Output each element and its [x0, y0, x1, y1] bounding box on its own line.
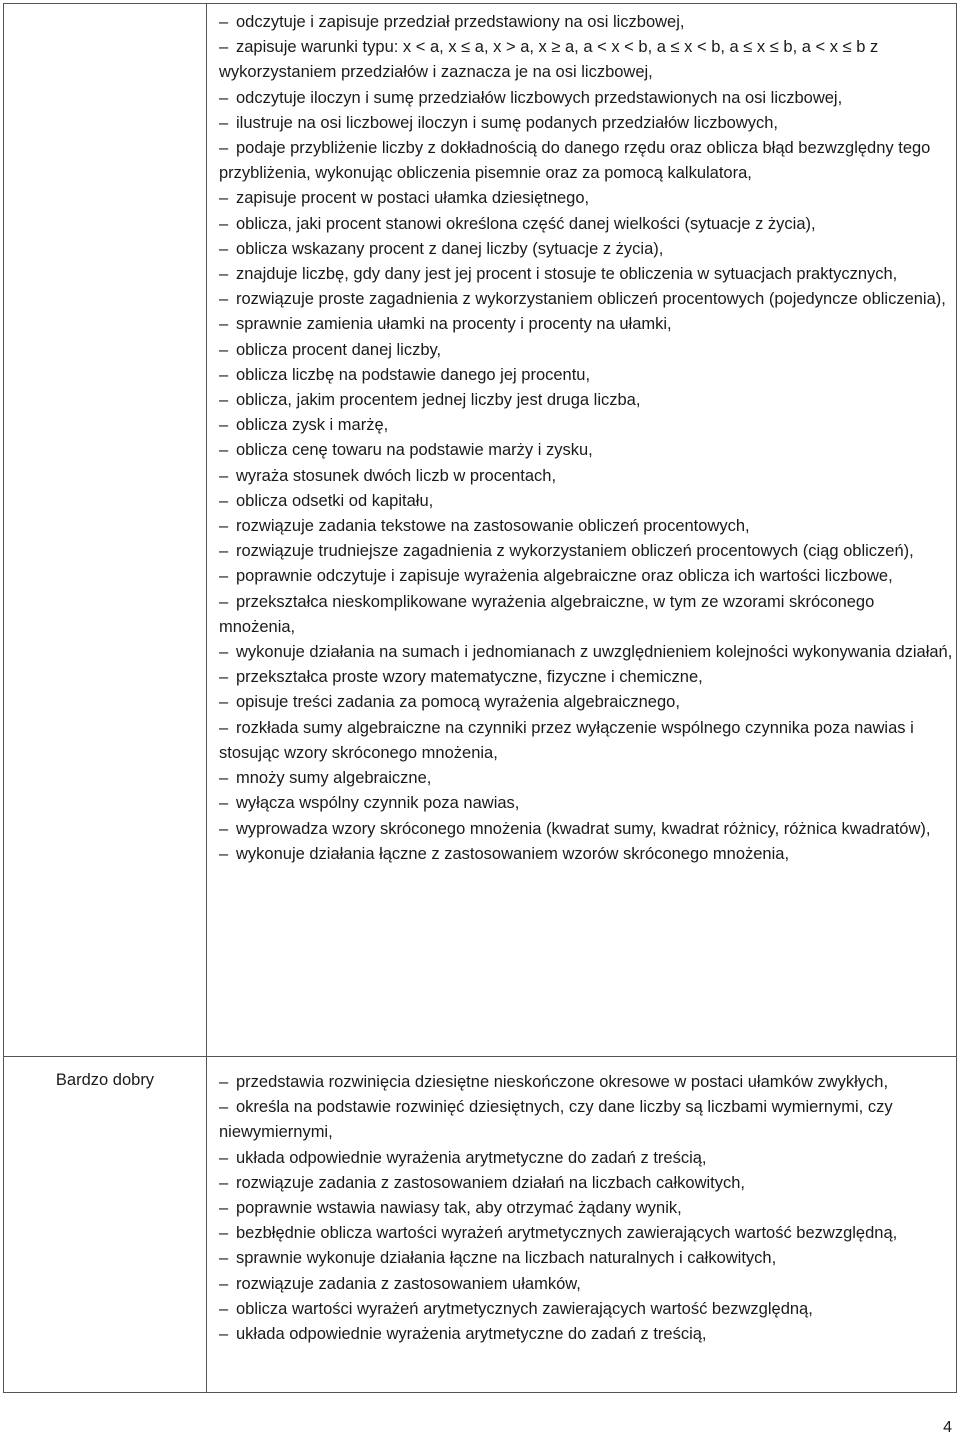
criterion-item [219, 464, 954, 489]
criterion-text: znajduje liczbę, gdy dany jest jej procent i stosuje te obliczenia w sytuacjach praktycznych, [236, 265, 898, 284]
dash-bullet-icon: – [219, 668, 229, 687]
dash-bullet-icon: – [219, 567, 229, 586]
criterion-item [219, 1297, 954, 1322]
criterion-item [219, 1221, 954, 1246]
criterion-text: odczytuje i zapisuje przedział przedstawiony na osi liczbowej, [236, 13, 685, 31]
criterion-item [219, 237, 954, 262]
criterion-text: wykonuje działania łączne z zastosowaniem wzorów skróconego mnożenia, [236, 844, 790, 863]
row-divider [4, 1056, 956, 1057]
criterion-text: oblicza liczbę na podstawie danego jej procentu, [236, 365, 591, 384]
criterion-text: przedstawia rozwinięcia dziesiętne nieskończone okresowe w postaci ułamków zwykłych, [236, 1073, 889, 1091]
criterion-item [219, 86, 954, 111]
criterion-text: układa odpowiednie wyrażenia arytmetyczne do zadań z treścią, [236, 1148, 707, 1167]
criterion-text: przekształca nieskomplikowane wyrażenia algebraiczne, w tym ze wzorami skróconego mnożenia, [219, 592, 875, 636]
dash-bullet-icon: – [219, 391, 229, 410]
criteria-list-previous-grade [219, 10, 954, 867]
criterion-text: poprawnie odczytuje i zapisuje wyrażenia algebraiczne oraz oblicza ich wartości liczbowe, [236, 567, 893, 586]
criterion-item [219, 1272, 954, 1297]
dash-bullet-icon: – [219, 794, 229, 813]
dash-bullet-icon: – [219, 416, 229, 435]
dash-bullet-icon: – [219, 1249, 229, 1268]
dash-bullet-icon: – [219, 769, 229, 788]
criterion-text: oblicza procent danej liczby, [236, 340, 442, 359]
criterion-item [219, 111, 954, 136]
criterion-text: zapisuje warunki typu: x < a, x ≤ a, x > a, x ≥ a, a < x < b, a ≤ x < b, a ≤ x ≤ b, a < x ≤ b z wykorzystaniem przedziałów i zaznacza je na osi liczbowej, [219, 38, 879, 82]
dash-bullet-icon: – [219, 466, 229, 485]
dash-bullet-icon: – [219, 1073, 229, 1091]
criterion-item [219, 766, 954, 791]
criterion-item [219, 665, 954, 690]
criterion-item [219, 1095, 954, 1145]
criterion-text: mnoży sumy algebraiczne, [236, 769, 432, 788]
criterion-text: wyprowadza wzory skróconego mnożenia (kwadrat sumy, kwadrat różnicy, różnica kwadratów), [236, 819, 931, 838]
criterion-text: podaje przybliżenie liczby z dokładnością do danego rzędu oraz oblicza błąd bezwzględny tego przybliżenia, wykonując obliczenia pisemnie oraz za pomocą kalkulatora, [219, 139, 931, 183]
criterion-item [219, 338, 954, 363]
criterion-text: oblicza cenę towaru na podstawie marży i zysku, [236, 441, 593, 460]
dash-bullet-icon: – [219, 1274, 229, 1293]
criterion-text: rozwiązuje proste zagadnienia z wykorzystaniem obliczeń procentowych (pojedyncze obliczenia), [236, 290, 946, 309]
criterion-text: oblicza zysk i marżę, [236, 416, 389, 435]
dash-bullet-icon: – [219, 13, 229, 31]
dash-bullet-icon: – [219, 113, 229, 132]
criterion-item [219, 388, 954, 413]
column-divider [206, 4, 207, 1392]
criterion-text: oblicza wartości wyrażeń arytmetycznych zawierających wartość bezwzględną, [236, 1299, 813, 1318]
dash-bullet-icon: – [219, 214, 229, 233]
dash-bullet-icon: – [219, 139, 229, 158]
criterion-item [219, 136, 954, 186]
criterion-text: rozwiązuje trudniejsze zagadnienia z wykorzystaniem obliczeń procentowych (ciąg obliczeń), [236, 542, 914, 561]
criterion-item [219, 1171, 954, 1196]
criterion-text: opisuje treści zadania za pomocą wyrażenia algebraicznego, [236, 693, 680, 712]
criterion-text: zapisuje procent w postaci ułamka dziesiętnego, [236, 189, 590, 208]
dash-bullet-icon: – [219, 491, 229, 510]
criterion-item [219, 539, 954, 564]
dash-bullet-icon: – [219, 441, 229, 460]
criterion-text: oblicza odsetki od kapitału, [236, 491, 434, 510]
dash-bullet-icon: – [219, 38, 229, 57]
criterion-item [219, 262, 954, 287]
criterion-item [219, 514, 954, 539]
criterion-item [219, 438, 954, 463]
criterion-text: sprawnie zamienia ułamki na procenty i procenty na ułamki, [236, 315, 672, 334]
criterion-text: przekształca proste wzory matematyczne, fizyczne i chemiczne, [236, 668, 703, 687]
criterion-item [219, 287, 954, 312]
criterion-item [219, 212, 954, 237]
criterion-item [219, 363, 954, 388]
dash-bullet-icon: – [219, 189, 229, 208]
page-number: 4 [943, 1419, 952, 1436]
criterion-text: określa na podstawie rozwinięć dziesiętnych, czy dane liczby są liczbami wymiernymi, czy niewymiernymi, [219, 1098, 893, 1142]
criterion-text: bezbłędnie oblicza wartości wyrażeń arytmetycznych zawierających wartość bezwzględną, [236, 1224, 898, 1243]
dash-bullet-icon: – [219, 592, 229, 611]
dash-bullet-icon: – [219, 542, 229, 561]
criterion-item [219, 716, 954, 766]
criterion-text: ilustruje na osi liczbowej iloczyn i sumę podanych przedziałów liczbowych, [236, 113, 778, 132]
criteria-list-bardzo-dobry [219, 1070, 954, 1347]
dash-bullet-icon: – [219, 1173, 229, 1192]
dash-bullet-icon: – [219, 290, 229, 309]
criterion-item [219, 1070, 954, 1095]
criterion-item [219, 1322, 954, 1347]
dash-bullet-icon: – [219, 844, 229, 863]
criterion-item [219, 1246, 954, 1271]
criterion-item [219, 35, 954, 85]
criterion-text: sprawnie wykonuje działania łączne na liczbach naturalnych i całkowitych, [236, 1249, 777, 1268]
criterion-item [219, 186, 954, 211]
criterion-text: układa odpowiednie wyrażenia arytmetyczne do zadań z treścią, [236, 1325, 707, 1344]
dash-bullet-icon: – [219, 1325, 229, 1344]
dash-bullet-icon: – [219, 517, 229, 536]
criterion-item [219, 564, 954, 589]
criterion-item [219, 489, 954, 514]
criterion-text: wyraża stosunek dwóch liczb w procentach, [236, 466, 557, 485]
dash-bullet-icon: – [219, 819, 229, 838]
criterion-item [219, 413, 954, 438]
criterion-text: oblicza, jakim procentem jednej liczby jest druga liczba, [236, 391, 641, 410]
criterion-item [219, 817, 954, 842]
dash-bullet-icon: – [219, 1299, 229, 1318]
dash-bullet-icon: – [219, 365, 229, 384]
criterion-text: rozwiązuje zadania z zastosowaniem działań na liczbach całkowitych, [236, 1173, 746, 1192]
criterion-text: rozwiązuje zadania z zastosowaniem ułamków, [236, 1274, 581, 1293]
criterion-text: poprawnie wstawia nawiasy tak, aby otrzymać żądany wynik, [236, 1199, 682, 1218]
dash-bullet-icon: – [219, 693, 229, 712]
criterion-text: wykonuje działania na sumach i jednomianach z uwzględnieniem kolejności wykonywania działań, [236, 643, 953, 662]
dash-bullet-icon: – [219, 1199, 229, 1218]
criterion-text: wyłącza wspólny czynnik poza nawias, [236, 794, 520, 813]
dash-bullet-icon: – [219, 643, 229, 662]
criterion-item [219, 791, 954, 816]
criterion-item [219, 690, 954, 715]
criterion-text: oblicza, jaki procent stanowi określona część danej wielkości (sytuacje z życia), [236, 214, 816, 233]
criterion-item [219, 590, 954, 640]
dash-bullet-icon: – [219, 340, 229, 359]
dash-bullet-icon: – [219, 239, 229, 258]
dash-bullet-icon: – [219, 1224, 229, 1243]
dash-bullet-icon: – [219, 1148, 229, 1167]
criterion-item [219, 1196, 954, 1221]
criterion-text: odczytuje iloczyn i sumę przedziałów liczbowych przedstawionych na osi liczbowej, [236, 88, 843, 107]
criterion-text: rozwiązuje zadania tekstowe na zastosowanie obliczeń procentowych, [236, 517, 750, 536]
criterion-text: oblicza wskazany procent z danej liczby (sytuacje z życia), [236, 239, 664, 258]
criterion-item [219, 10, 954, 35]
grade-label: Bardzo dobry [55, 1071, 155, 1089]
dash-bullet-icon: – [219, 1098, 229, 1117]
criterion-item [219, 1146, 954, 1171]
criterion-item [219, 842, 954, 867]
dash-bullet-icon: – [219, 315, 229, 334]
dash-bullet-icon: – [219, 718, 229, 737]
dash-bullet-icon: – [219, 88, 229, 107]
grading-table [3, 3, 957, 1393]
criterion-item [219, 312, 954, 337]
criterion-item [219, 640, 954, 665]
criterion-text: rozkłada sumy algebraiczne na czynniki przez wyłączenie wspólnego czynnika poza nawias i stosując wzory skróconego mnożenia, [219, 718, 914, 762]
dash-bullet-icon: – [219, 265, 229, 284]
